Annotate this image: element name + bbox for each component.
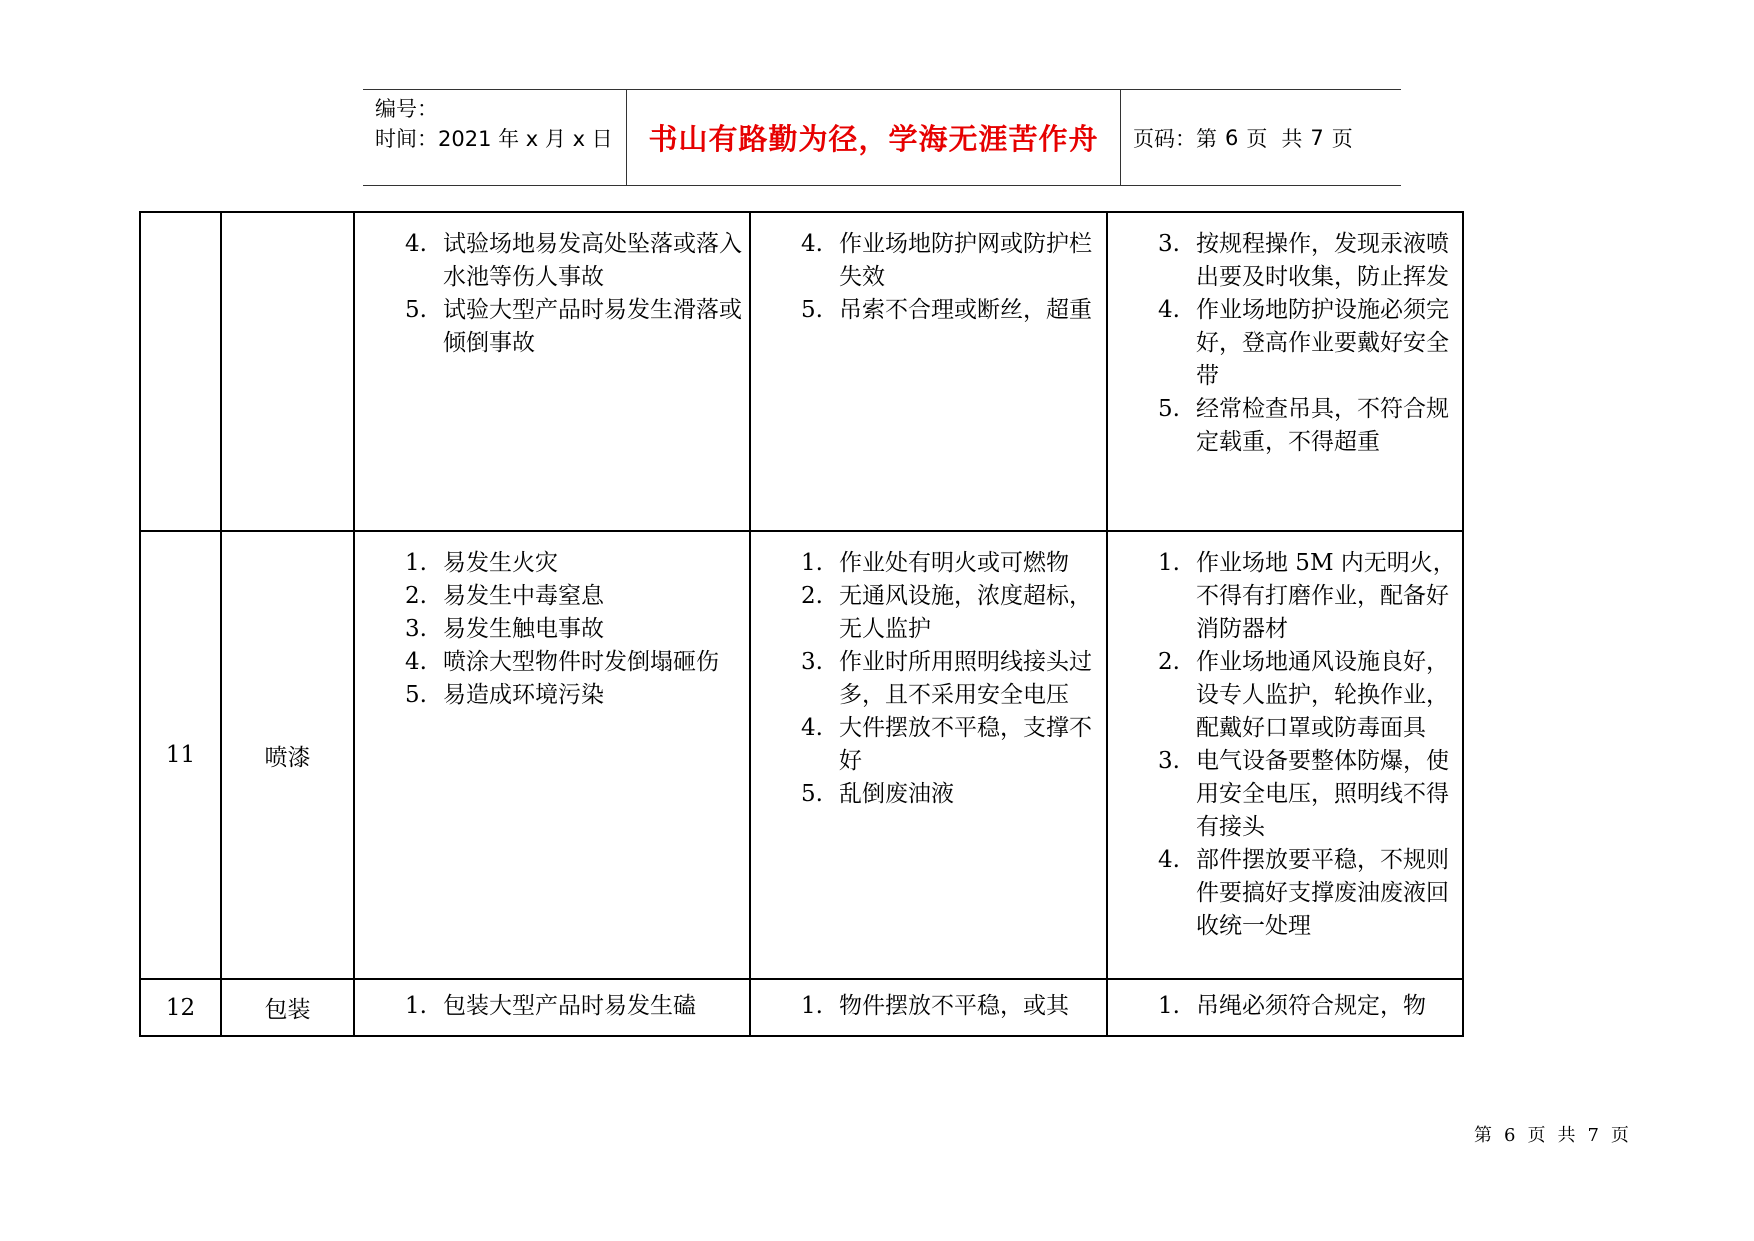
process-name: 包装 bbox=[221, 979, 354, 1036]
process-name: 喷漆 bbox=[221, 531, 354, 979]
list-item: 1. 易发生火灾 bbox=[405, 550, 558, 576]
list-item: 4. 部件摆放要平稳，不规则件要搞好支撑废油废液回收统一处理 bbox=[1158, 847, 1449, 939]
hazards-cell bbox=[354, 979, 750, 1036]
footer-total-prefix: 共 bbox=[1557, 1125, 1576, 1146]
table-row bbox=[140, 212, 1463, 531]
header-motto: 书山有路勤为径，学海无涯苦作舟 bbox=[627, 90, 1121, 185]
page-total: 7 bbox=[1310, 125, 1324, 150]
list-item: 5. 试验大型产品时易发生滑落或倾倒事故 bbox=[405, 297, 742, 356]
page-current: 6 bbox=[1225, 125, 1239, 150]
causes-cell bbox=[750, 531, 1107, 979]
footer-page-number bbox=[1474, 1121, 1629, 1147]
row-number bbox=[140, 212, 221, 531]
footer-prefix: 第 bbox=[1474, 1125, 1492, 1146]
footer-total: 7 bbox=[1587, 1125, 1599, 1146]
footer-suffix: 页 bbox=[1610, 1125, 1629, 1146]
list-item: 1. 作业处有明火或可燃物 bbox=[801, 550, 1069, 576]
measures-cell bbox=[1107, 212, 1463, 531]
header-meta bbox=[363, 90, 627, 185]
list-item: 3. 电气设备要整体防爆，使用安全电压，照明线不得有接头 bbox=[1158, 748, 1449, 840]
list-item: 4. 作业场地防护网或防护栏失效 bbox=[801, 231, 1092, 290]
page-mid: 页 bbox=[1246, 126, 1268, 151]
causes-cell bbox=[750, 979, 1107, 1036]
hazards-cell bbox=[354, 531, 750, 979]
page-total-prefix: 共 bbox=[1281, 126, 1303, 151]
list-item: 5. 吊索不合理或断丝，超重 bbox=[801, 297, 1092, 323]
hazard-table bbox=[139, 211, 1464, 1037]
list-item: 4. 试验场地易发高处坠落或落入水池等伤人事故 bbox=[405, 231, 742, 290]
row-number: 12 bbox=[140, 979, 221, 1036]
page-suffix: 页 bbox=[1331, 126, 1353, 151]
list-item: 4. 作业场地防护设施必须完好，登高作业要戴好安全带 bbox=[1158, 297, 1449, 389]
header-page-number bbox=[1121, 90, 1401, 185]
serial-number-label: 编号： bbox=[375, 97, 438, 121]
date-label: 时间：2021 年 x 月 x 日 bbox=[375, 127, 613, 151]
list-item: 3. 作业时所用照明线接头过多，且不采用安全电压 bbox=[801, 649, 1092, 708]
footer-current: 6 bbox=[1504, 1125, 1516, 1146]
list-item: 5. 易造成环境污染 bbox=[405, 682, 604, 708]
list-item: 1. 作业场地 5M 内无明火，不得有打磨作业，配备好消防器材 bbox=[1158, 550, 1456, 642]
document-header bbox=[363, 89, 1401, 186]
list-item: 5. 经常检查吊具，不符合规定载重，不得超重 bbox=[1158, 396, 1449, 455]
causes-cell bbox=[750, 212, 1107, 531]
list-item: 1. 物件摆放不平稳，或其 bbox=[801, 993, 1069, 1019]
list-item: 3. 按规程操作，发现汞液喷出要及时收集，防止挥发 bbox=[1158, 231, 1449, 290]
table-row bbox=[140, 531, 1463, 979]
measures-cell bbox=[1107, 531, 1463, 979]
list-item: 4. 大件摆放不平稳，支撑不好 bbox=[801, 715, 1092, 774]
table-row bbox=[140, 979, 1463, 1036]
list-item: 1. 吊绳必须符合规定，物 bbox=[1158, 993, 1426, 1019]
list-item: 2. 作业场地通风设施良好，设专人监护，轮换作业，配戴好口罩或防毒面具 bbox=[1158, 649, 1449, 741]
footer-mid: 页 bbox=[1527, 1125, 1546, 1146]
measures-cell bbox=[1107, 979, 1463, 1036]
list-item: 3. 易发生触电事故 bbox=[405, 616, 604, 642]
list-item: 2. 无通风设施，浓度超标，无人监护 bbox=[801, 583, 1092, 642]
list-item: 2. 易发生中毒窒息 bbox=[405, 583, 604, 609]
page-prefix: 页码：第 bbox=[1133, 126, 1217, 151]
row-number: 11 bbox=[140, 531, 221, 979]
list-item: 5. 乱倒废油液 bbox=[801, 781, 954, 807]
list-item: 4. 喷涂大型物件时发倒塌砸伤 bbox=[405, 649, 719, 675]
list-item: 1. 包装大型产品时易发生磕 bbox=[405, 993, 696, 1019]
process-name bbox=[221, 212, 354, 531]
hazards-cell bbox=[354, 212, 750, 531]
